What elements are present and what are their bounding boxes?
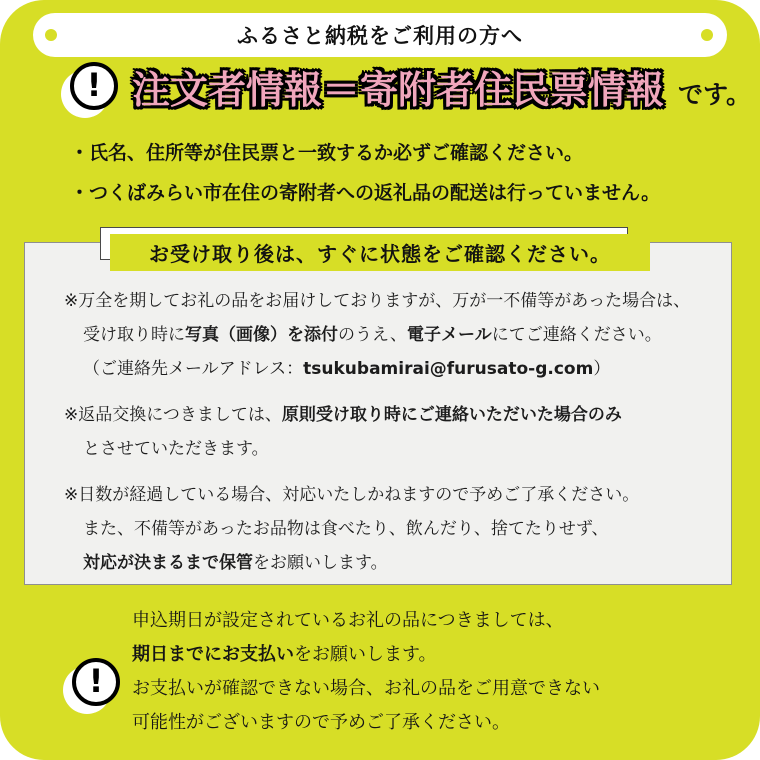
text-line (64, 432, 690, 466)
text-segment-bold: 写真（画像）を添付 (185, 325, 338, 345)
text-segment: お支払いが確認できない場合、お礼の品をご用意できない (132, 678, 600, 699)
notice-paragraph (64, 284, 690, 386)
text-line (64, 512, 690, 546)
exclamation-icon (72, 658, 120, 706)
text-segment: 受け取り時に (83, 325, 185, 345)
text-line (64, 478, 690, 512)
bullet-item: ・氏名、住所等が住民票と一致するか必ずご確認ください。 (70, 142, 584, 164)
alert-heading-suffix: です。 (678, 80, 752, 109)
ribbon-title: お受け取り後は、すぐに状態をご確認ください。 (149, 242, 611, 266)
notice-paragraph (64, 398, 690, 466)
text-line (132, 638, 600, 672)
text-line (64, 546, 690, 580)
payment-note (72, 604, 600, 740)
text-segment: とさせていただきます。 (83, 439, 269, 459)
text-segment: をお願いします。 (294, 644, 437, 665)
text-segment: ※万全を期してお礼の品をお届けしておりますが、万が一不備等があった場合は、 (64, 291, 691, 311)
notice-paragraphs (64, 284, 690, 592)
text-segment: にてご連絡ください。 (491, 325, 662, 345)
text-segment: ※返品交換につきましては、 (64, 405, 282, 425)
alert-heading (70, 62, 751, 113)
alert-heading-highlight: 注文者情報＝寄附者住民票情報 (132, 68, 665, 113)
text-line (132, 672, 600, 706)
text-line (64, 352, 690, 386)
text-segment-bold: 原則受け取り時にご連絡いただいた場合のみ (281, 405, 622, 425)
pill-dot-left-icon (45, 29, 57, 41)
text-segment: のうえ、 (338, 325, 408, 345)
ribbon (110, 234, 650, 271)
text-line (64, 284, 690, 318)
text-line (132, 604, 600, 638)
exclamation-icon (70, 62, 118, 110)
bullet-item: ・つくばみらい市在住の寄附者への返礼品の配送は行っていません。 (70, 182, 661, 204)
notice-paragraph (64, 478, 690, 580)
text-line (64, 398, 690, 432)
text-segment: ※日数が経過している場合、対応いたしかねますので予めご了承ください。 (64, 485, 640, 505)
text-segment: また、不備等があったお品物は食べたり、飲んだり、捨てたりせず、 (83, 519, 609, 539)
exclamation-glyph: ! (88, 662, 104, 700)
text-segment: 申込期日が設定されているお礼の品につきましては、 (132, 610, 564, 631)
text-segment-bold: 対応が決まるまで保管 (83, 553, 253, 573)
text-segment: をお願いします。 (253, 553, 388, 573)
text-segment-bold: 期日までにお支払い (132, 644, 294, 665)
text-segment: （ご連絡先メールアドレス： (83, 359, 304, 379)
text-line (132, 706, 600, 740)
bullet-list (70, 133, 660, 213)
text-segment: 可能性がございますので予めご了承ください。 (132, 712, 510, 733)
text-line (64, 318, 690, 352)
text-segment-bold: tsukubamirai@furusato-g.com (303, 359, 594, 379)
text-segment-bold: 電子メール (407, 325, 492, 345)
text-segment: ） (593, 359, 611, 379)
top-banner-title: ふるさと納税をご利用の方へ (237, 23, 523, 48)
top-banner (33, 13, 727, 57)
exclamation-glyph: ! (86, 66, 102, 104)
pill-dot-right-icon (701, 29, 713, 41)
payment-lines (132, 604, 600, 740)
